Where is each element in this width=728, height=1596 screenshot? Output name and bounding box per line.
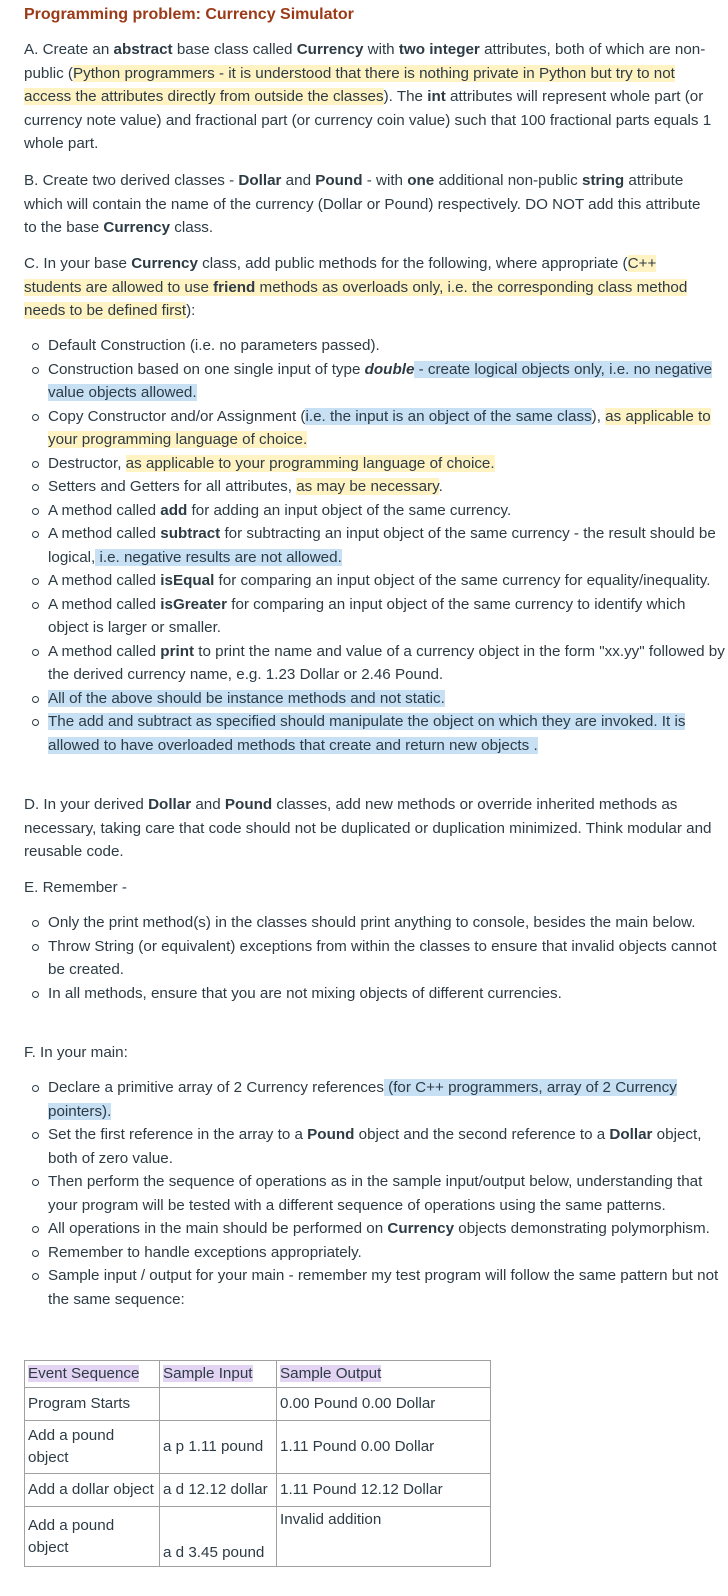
list-item: Default Construction (i.e. no parameters passed).: [48, 334, 728, 358]
table-cell: Add a pound object: [25, 1507, 160, 1567]
table-cell: 1.11 Pound 12.12 Dollar: [277, 1474, 491, 1507]
page-title: Programming problem: Currency Simulator: [24, 6, 354, 23]
table-row: [25, 1421, 491, 1474]
list-item: Destructor, as applicable to your programming language of choice.: [48, 452, 728, 476]
table-row: [25, 1388, 491, 1421]
list-item: Copy Constructor and/or Assignment (i.e. the input is an object of the same class), as applicable to your programming language of choice.: [48, 405, 728, 452]
table-cell: [160, 1388, 277, 1421]
list-item: All of the above should be instance methods and not static.: [48, 687, 728, 711]
section-c-list: [30, 334, 728, 757]
list-item: Then perform the sequence of operations as in the sample input/output below, understanding that your program will be tested with a different sequence of operations using the same patterns.: [48, 1170, 728, 1217]
table-cell: Invalid addition: [277, 1507, 491, 1567]
list-item: Remember to handle exceptions appropriately.: [48, 1241, 728, 1265]
list-item: Sample input / output for your main - remember my test program will follow the same pattern but not the same sequence:: [48, 1264, 728, 1311]
table-cell: Add a pound object: [25, 1421, 160, 1474]
table-cell: 1.11 Pound 0.00 Dollar: [277, 1421, 491, 1474]
section-f-list: [30, 1076, 728, 1311]
table-cell: a d 12.12 dollar: [160, 1474, 277, 1507]
list-item: A method called subtract for subtracting an input object of the same currency - the result should be logical, i.e. negative results are not allowed.: [48, 522, 728, 569]
list-item: A method called add for adding an input object of the same currency.: [48, 499, 728, 523]
list-item: Declare a primitive array of 2 Currency references (for C++ programmers, array of 2 Currency pointers).: [48, 1076, 728, 1123]
section-b: B. Create two derived classes - Dollar and Pound - with one additional non-public string attribute which will contain the name of the currency (Dollar or Pound) respectively. DO NOT add this attribute to the base Currency class.: [24, 172, 701, 236]
column-header: Sample Output: [277, 1361, 491, 1388]
section-a: A. Create an abstract base class called Currency with two integer attributes, both of which are non-public (Python programmers - it is understood that there is nothing private in Python but try to not access the attributes directly from outside the classes). The int attributes will represent whole part (or currency note value) and fractional part (or currency coin value) such that 100 fractional parts equals 1 whole part.: [24, 41, 712, 152]
section-c: C. In your base Currency class, add public methods for the following, where appropriate (C++ students are allowed to use friend methods as overloads only, i.e. the corresponding class method needs to be defined first):: [24, 255, 688, 319]
section-e-heading: E. Remember -: [24, 879, 127, 896]
list-item: Construction based on one single input of type double - create logical objects only, i.e. no negative value objects allowed.: [48, 358, 728, 405]
list-item: Throw String (or equivalent) exceptions from within the classes to ensure that invalid objects cannot be created.: [48, 935, 728, 982]
table-cell: Program Starts: [25, 1388, 160, 1421]
list-item: Only the print method(s) in the classes should print anything to console, besides the main below.: [48, 911, 728, 935]
list-item: In all methods, ensure that you are not mixing objects of different currencies.: [48, 982, 728, 1006]
section-d: D. In your derived Dollar and Pound classes, add new methods or override inherited methods as necessary, taking care that code should not be duplicated or duplication minimized. Think modular and reusable code.: [24, 796, 712, 860]
list-item: A method called print to print the name and value of a currency object in the form "xx.yy" followed by the derived currency name, e.g. 1.23 Dollar or 2.46 Pound.: [48, 640, 728, 687]
section-e-list: [30, 911, 728, 1005]
list-item: Set the first reference in the array to a Pound object and the second reference to a Dollar object, both of zero value.: [48, 1123, 728, 1170]
list-item: A method called isGreater for comparing an input object of the same currency to identify which object is larger or smaller.: [48, 593, 728, 640]
table-cell: a p 1.11 pound: [160, 1421, 277, 1474]
sample-io-table: [24, 1360, 491, 1567]
column-header: Sample Input: [160, 1361, 277, 1388]
table-cell: a d 3.45 pound: [160, 1507, 277, 1567]
table-row: [25, 1474, 491, 1507]
column-header: Event Sequence: [25, 1361, 160, 1388]
section-f-heading: F. In your main:: [24, 1044, 128, 1061]
list-item: A method called isEqual for comparing an input object of the same currency for equality/inequality.: [48, 569, 728, 593]
list-item: Setters and Getters for all attributes, as may be necessary.: [48, 475, 728, 499]
list-item: All operations in the main should be performed on Currency objects demonstrating polymorphism.: [48, 1217, 728, 1241]
table-row: [25, 1507, 491, 1567]
table-header-row: [25, 1361, 491, 1388]
list-item: The add and subtract as specified should manipulate the object on which they are invoked. It is allowed to have overloaded methods that create and return new objects .: [48, 710, 728, 757]
table-cell: 0.00 Pound 0.00 Dollar: [277, 1388, 491, 1421]
table-cell: Add a dollar object: [25, 1474, 160, 1507]
